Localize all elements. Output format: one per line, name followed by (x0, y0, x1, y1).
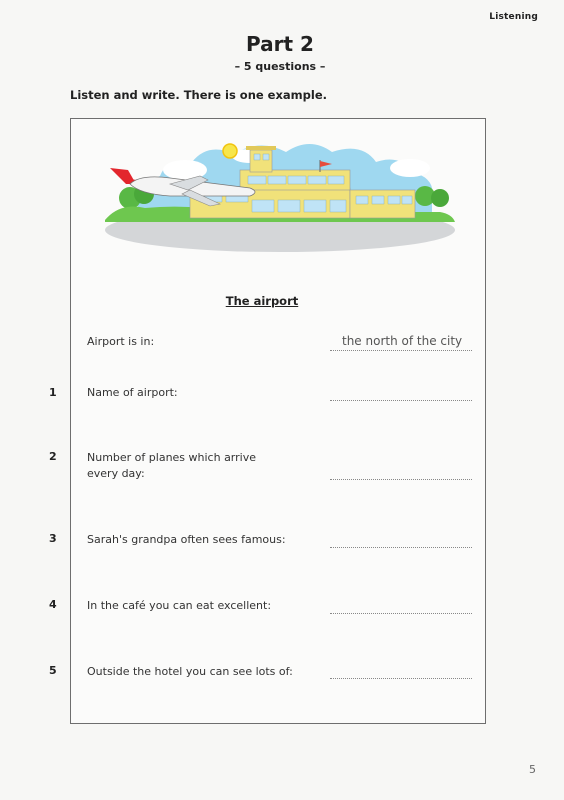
question-prompt: Outside the hotel you can see lots of: (87, 665, 293, 678)
example-prompt: Airport is in: (87, 335, 155, 348)
question-prompt: In the café you can eat excellent: (87, 599, 272, 612)
instruction: Listen and write. There is one example. (70, 88, 327, 102)
airport-illustration (100, 128, 455, 258)
example-answer: the north of the city (342, 334, 463, 348)
question-prompt: Number of planes which arrive every day: (87, 451, 256, 480)
question-prompt: Name of airport: (87, 386, 178, 399)
section-heading: The airport (225, 294, 299, 308)
answer-field[interactable] (330, 664, 472, 679)
page-title: Part 2 (246, 32, 314, 56)
question-number: 4 (49, 598, 57, 611)
question-prompt: Sarah's grandpa often sees famous: (87, 533, 286, 546)
question-number: 3 (49, 532, 57, 545)
question-number: 1 (49, 386, 57, 399)
page-subtitle: – 5 questions – (234, 60, 326, 73)
answer-field[interactable] (330, 465, 472, 480)
answer-field[interactable] (330, 386, 472, 401)
question-number: 2 (49, 450, 57, 463)
question-number: 5 (49, 664, 57, 677)
page-number: 5 (529, 763, 536, 776)
answer-field[interactable] (330, 533, 472, 548)
section-label: Listening (489, 12, 538, 22)
answer-field[interactable] (330, 599, 472, 614)
